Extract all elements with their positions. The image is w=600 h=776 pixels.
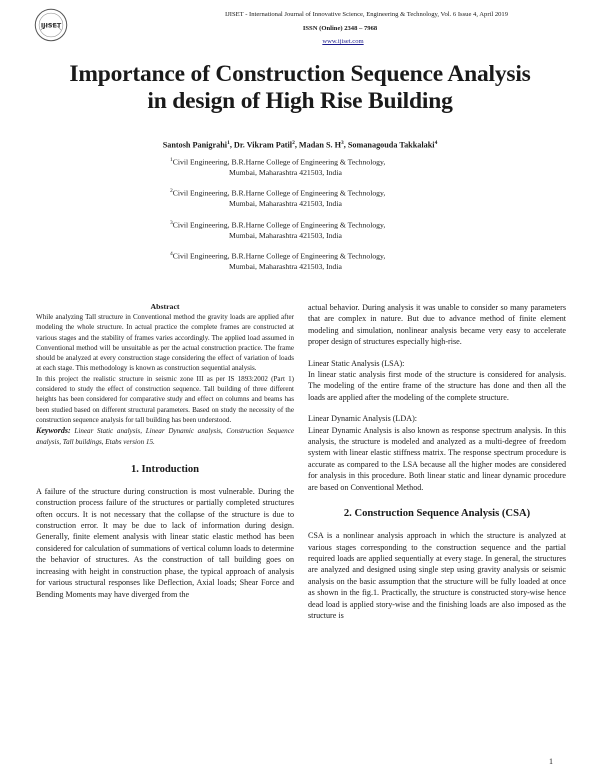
body-paragraph: actual behavior. During analysis it was unable to consider so many parameters that are complex in nature. But due to advance method of finite element modeling and simulation, nonlinear analysis became very easy to accelerate proper design of structures especially high-rise. <box>308 303 566 347</box>
journal-header: IJISET - International Journal of Innovative Science, Engineering & Technology, Vol. 6 Issue 4, April 2019 <box>225 11 509 18</box>
author-list <box>0 140 600 150</box>
affiliation <box>170 249 470 273</box>
affiliation <box>170 186 470 210</box>
affiliation-line-1: Civil Engineering, B.R.Harne College of Engineering & Technology, <box>172 220 386 230</box>
author-sup: 1 <box>227 140 230 146</box>
journal-url-link[interactable]: www.ijiset.com <box>322 38 364 45</box>
csa-paragraph: CSA is a nonlinear analysis approach in which the structure is analyzed at various stages corresponding to the construction sequence and the partial required loads are applied sequentially at every stage. In general, the structures are analyzed and designed using single step using gravity analysis or seismic analysis on the basic assumption that the structure will be fully loaded at once as shown in the fig.1. Practically, the structure is constructed story-wise hence dead load is applied story-wise and the finishing loads are also imposed as the structure is <box>308 531 566 620</box>
affiliation <box>170 155 470 179</box>
keywords <box>36 426 294 447</box>
affiliation-line-1: Civil Engineering, B.R.Harne College of Engineering & Technology, <box>172 251 386 261</box>
author-sup: 4 <box>434 140 438 146</box>
affiliation-sup: 3 <box>170 220 173 226</box>
author-name: Somanagouda Takkalaki <box>347 140 435 150</box>
lda-heading: Linear Dynamic Analysis (LDA): <box>308 414 418 424</box>
author-name: Santosh Panigrahi <box>162 140 228 150</box>
right-column <box>308 302 566 621</box>
abstract-paragraph: While analyzing Tall structure in Conventional method the gravity loads are applied after modeling the whole structure. In actual practice the complete frames are constructed at various stages and the stability of frames varies accordingly. The applied load assumed in Conventional method will be unsuitable as per the actual construction practice. The frame should be analyzed at every construction stage considering the effect of variation of loads at each stage. This methodology is known as construction sequential analysis. <box>36 313 294 373</box>
author-separator: , <box>294 140 299 150</box>
author-separator: , <box>229 140 234 150</box>
affiliation-sup: 1 <box>170 157 173 163</box>
affiliation-sup: 4 <box>170 251 173 257</box>
affiliation-line-1: Civil Engineering, B.R.Harne College of Engineering & Technology, <box>172 188 386 198</box>
author-name: Dr. Vikram Patil <box>233 140 293 150</box>
introduction-paragraph: A failure of the structure during construction is most vulnerable. During the construction process failure of the structures or partially completed structures often occurs. It is not necessary that the collapse of the structure is due to construction error. It may be due to lack of information during design. Generally, finite element analysis with linear static elastic method has been considered for calculation of summations of vertical column loads to determine the behavior of structures. As the construction of tall building goes on increasing with height in construction phase, the typical approach of analysis for various structural responses like Deflection, Axial loads; Shear Force and Bending Moments may have diverged from the <box>36 486 294 599</box>
issn-text: ISSN (Online) 2348 – 7968 <box>302 25 378 32</box>
author-sup: 3 <box>341 140 344 146</box>
affiliation-line-1: Civil Engineering, B.R.Harne College of Engineering & Technology, <box>172 157 386 167</box>
page-number: 1 <box>549 757 553 766</box>
author-name: Madan S. H <box>298 140 342 150</box>
affiliation-sup: 2 <box>170 188 173 194</box>
keywords-text: Linear Static analysis, Linear Dynamic analysis, Construction Sequence analysis, Tall buildings, Etabs version 15. <box>36 427 294 446</box>
left-column <box>36 302 294 600</box>
author-separator: , <box>343 140 348 150</box>
affiliation-line-2: Mumbai, Maharashtra 421503, India <box>229 262 342 272</box>
affiliation <box>170 218 470 242</box>
title-line-1: Importance of Construction Sequence Analysis <box>69 61 531 87</box>
issn-line <box>0 25 600 32</box>
lda-paragraph: Linear Dynamic Analysis is also known as response spectrum analysis. In this analysis, the structure is modeled and analyzed as a multi-degree of freedom system with linear elastic stiffness matrix. The response spectrum procedure is accurate as compared to the LSA because all the higher modes are considered for analysis in this procedure. Both linear static and linear dynamic procedure are based on Conventional Method. <box>308 425 566 492</box>
affiliation-line-2: Mumbai, Maharashtra 421503, India <box>229 231 342 241</box>
abstract-heading: Abstract <box>150 302 180 311</box>
logo-text: IJISET <box>40 21 62 30</box>
lsa-heading: Linear Static Analysis (LSA): <box>308 358 405 368</box>
journal-url-line <box>0 38 600 45</box>
csa-heading: 2. Construction Sequence Analysis (CSA) <box>343 508 531 520</box>
title-line-2: in design of High Rise Building <box>147 88 453 114</box>
abstract-paragraph: In this project the realistic structure in seismic zone III as per IS 1893:2002 (Part 1) considered to study the effect of construction sequence. Tall building of three different heights has been considered for comparative study and effect on columns and beams has been studied based on different structural parameters. Based on study the necessity of the construction sequence analysis for tall building has been understood. <box>36 374 294 424</box>
lsa-paragraph: In linear static analysis first mode of the structure is considered for analysis. The modeling of the entire frame of the structure has done and then all the loads are applied after the modeling of the complete structure. <box>308 370 566 402</box>
paper-title <box>40 61 560 115</box>
introduction-heading: 1. Introduction <box>130 463 200 475</box>
affiliation-line-2: Mumbai, Maharashtra 421503, India <box>229 199 342 209</box>
author-sup: 2 <box>292 140 295 146</box>
keywords-label: Keywords: <box>36 426 71 436</box>
affiliation-line-2: Mumbai, Maharashtra 421503, India <box>229 168 342 178</box>
